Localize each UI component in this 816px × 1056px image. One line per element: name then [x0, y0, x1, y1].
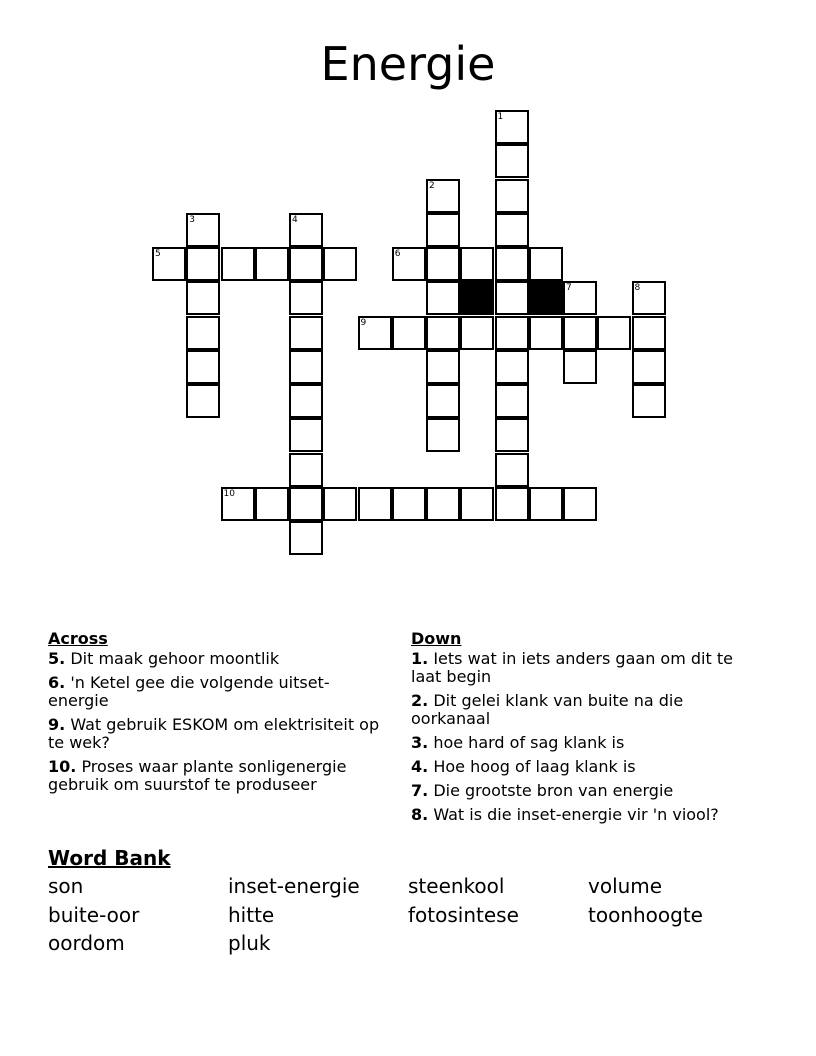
down-clues [411, 630, 761, 830]
grid-cell[interactable] [426, 384, 460, 418]
grid-cell[interactable] [289, 316, 323, 350]
across-clue-9: 9. Wat gebruik ESKOM om elektrisiteit op te wek? [48, 715, 380, 752]
grid-cell-blocked [460, 281, 494, 315]
grid-cell[interactable] [186, 281, 220, 315]
word-bank-item: buite-oor [48, 902, 140, 927]
grid-cell[interactable] [563, 316, 597, 350]
grid-cell[interactable] [460, 316, 494, 350]
grid-cell[interactable] [255, 487, 289, 521]
clue-number: 10 [223, 488, 235, 499]
grid-cell[interactable] [186, 213, 220, 247]
grid-cell[interactable] [529, 247, 563, 281]
grid-cell[interactable] [495, 247, 529, 281]
grid-cell[interactable] [289, 213, 323, 247]
clue-number: 2 [429, 180, 435, 191]
down-clue-8: 8. Wat is die inset-energie vir 'n viool? [411, 805, 719, 824]
grid-cell[interactable] [392, 316, 426, 350]
word-bank-item: fotosintese [408, 902, 519, 927]
grid-cell[interactable] [426, 487, 460, 521]
grid-cell[interactable] [186, 350, 220, 384]
grid-cell[interactable] [152, 247, 186, 281]
word-bank-heading: Word Bank [48, 846, 171, 870]
word-bank-item: son [48, 874, 84, 898]
down-clue-3: 3. hoe hard of sag klank is [411, 733, 625, 752]
grid-cell[interactable] [460, 247, 494, 281]
clue-number: 5 [155, 249, 161, 259]
grid-cell[interactable] [221, 487, 255, 521]
clue-number: 1 [497, 112, 504, 122]
grid-cell[interactable] [597, 316, 631, 350]
across-heading: Across [48, 629, 108, 648]
word-bank [48, 874, 768, 960]
grid-cell[interactable] [495, 384, 529, 418]
clue-number: 7 [566, 283, 572, 294]
grid-cell[interactable] [323, 247, 357, 281]
word-bank-item: steenkool [408, 874, 505, 898]
grid-cell[interactable] [323, 487, 357, 521]
word-bank-item: hitte [228, 902, 275, 927]
grid-cell[interactable] [495, 213, 529, 247]
grid-cell[interactable] [495, 110, 529, 144]
grid-cell[interactable] [426, 281, 460, 315]
grid-cell[interactable] [426, 179, 460, 213]
grid-cell[interactable] [563, 350, 597, 384]
grid-cell[interactable] [186, 247, 220, 281]
down-clue-4: 4. Hoe hoog of laag klank is [411, 757, 636, 776]
puzzle-title: Energie [320, 37, 496, 91]
grid-cell[interactable] [289, 350, 323, 384]
grid-cell[interactable] [426, 418, 460, 452]
clue-number: 4 [292, 214, 298, 225]
grid-cell[interactable] [495, 487, 529, 521]
across-clue-6: 6. 'n Ketel gee die volgende uitset-energie [48, 673, 330, 710]
grid-cell[interactable] [563, 487, 597, 521]
grid-cell[interactable] [358, 487, 392, 521]
grid-cell[interactable] [495, 179, 529, 213]
grid-cell[interactable] [426, 350, 460, 384]
grid-cell[interactable] [495, 350, 529, 384]
grid-cell[interactable] [529, 316, 563, 350]
across-clue-5: 5. Dit maak gehoor moontlik [48, 649, 280, 668]
grid-cell[interactable] [426, 213, 460, 247]
grid-cell[interactable] [392, 487, 426, 521]
grid-cell[interactable] [289, 521, 323, 555]
grid-cell[interactable] [495, 144, 529, 178]
grid-cell[interactable] [460, 487, 494, 521]
down-clue-1: 1. Iets wat in iets anders gaan om dit te laat begin [411, 649, 733, 686]
grid-cell[interactable] [529, 487, 563, 521]
clue-number: 8 [634, 283, 641, 294]
grid-cell[interactable] [632, 316, 666, 350]
grid-cell[interactable] [495, 316, 529, 350]
clue-number: 6 [394, 249, 401, 259]
grid-cell[interactable] [392, 247, 426, 281]
word-bank-item: inset-energie [228, 874, 360, 898]
grid-cell[interactable] [495, 418, 529, 452]
grid-cell[interactable] [495, 453, 529, 487]
word-bank-item: pluk [228, 931, 271, 955]
grid-cell[interactable] [186, 316, 220, 350]
grid-cell-blocked [529, 281, 563, 315]
grid-cell[interactable] [426, 247, 460, 281]
word-bank-item: toonhoogte [588, 902, 703, 927]
grid-cell[interactable] [186, 384, 220, 418]
grid-cell[interactable] [289, 281, 323, 315]
grid-cell[interactable] [426, 316, 460, 350]
word-bank-item: oordom [48, 931, 125, 955]
grid-cell[interactable] [495, 281, 529, 315]
grid-cell[interactable] [632, 350, 666, 384]
down-clue-2: 2. Dit gelei klank van buite na die oorkanaal [411, 691, 684, 728]
across-clue-10: 10. Proses waar plante sonligenergie gebruik om suurstof te produseer [48, 757, 347, 794]
grid-cell[interactable] [358, 316, 392, 350]
grid-cell[interactable] [289, 487, 323, 521]
grid-cell[interactable] [563, 281, 597, 315]
grid-cell[interactable] [221, 247, 255, 281]
grid-cell[interactable] [289, 418, 323, 452]
down-clue-7: 7. Die grootste bron van energie [411, 781, 674, 800]
across-clues [48, 630, 388, 800]
grid-cell[interactable] [255, 247, 289, 281]
grid-cell[interactable] [289, 247, 323, 281]
clue-number: 9 [360, 317, 367, 328]
word-bank-item: volume [588, 874, 663, 898]
grid-cell[interactable] [289, 384, 323, 418]
grid-cell[interactable] [632, 384, 666, 418]
grid-cell[interactable] [632, 281, 666, 315]
grid-cell[interactable] [289, 453, 323, 487]
down-heading: Down [411, 629, 462, 648]
clue-number: 3 [189, 214, 196, 225]
